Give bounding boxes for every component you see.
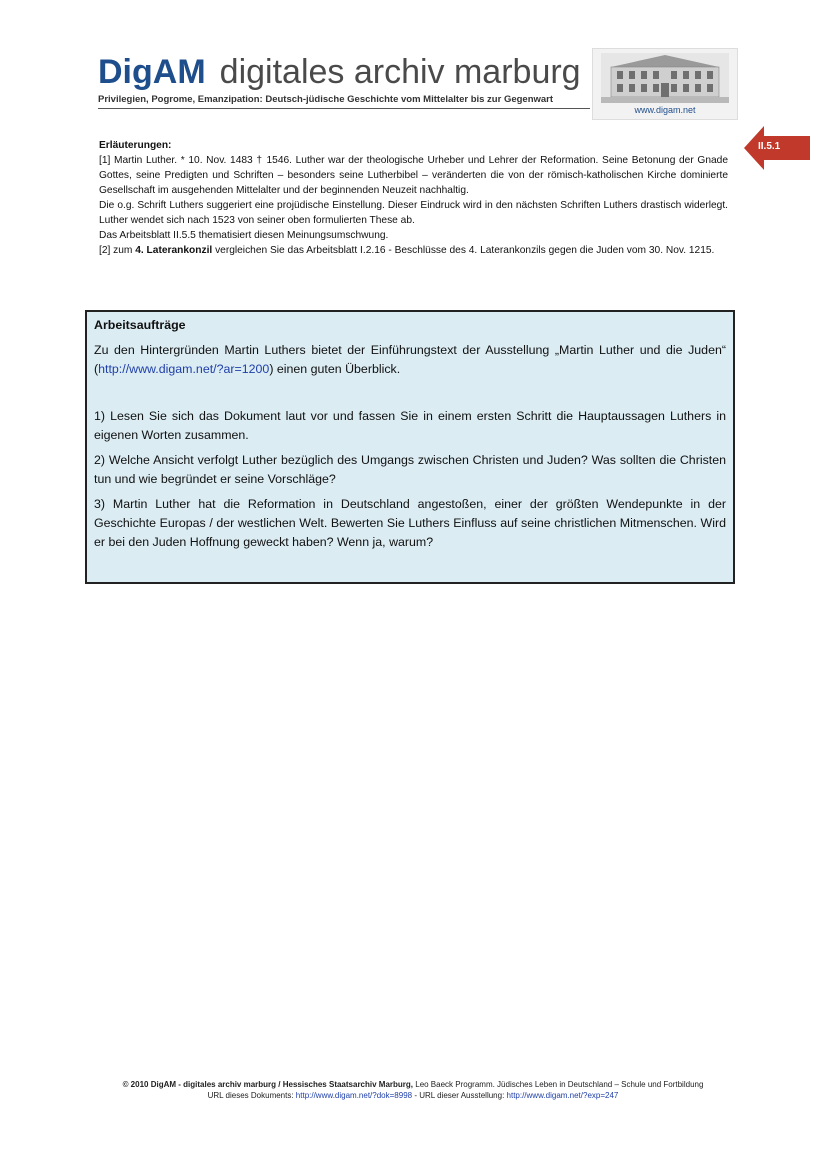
tasks-title: Arbeitsaufträge: [94, 318, 186, 332]
building-icon: [601, 53, 729, 103]
brand-long: digitales archiv marburg: [219, 53, 581, 91]
explanation-4-prefix: [2] zum: [99, 245, 136, 256]
explanation-4: [99, 243, 728, 258]
archive-building-logo[interactable]: [592, 48, 738, 120]
worksheet-tag-label: II.5.1: [758, 141, 781, 152]
exhibition-link[interactable]: http://www.digam.net/?ar=1200: [98, 362, 270, 376]
worksheet-tag: [744, 126, 810, 170]
footer-copyright-plain: Leo Baeck Programm. Jüdisches Leben in Deutschland – Schule und Fortbildung: [413, 1080, 704, 1089]
logo-url[interactable]: www.digam.net: [634, 105, 696, 115]
brand-short: DigAM: [98, 53, 206, 91]
exp-url-label: - URL dieser Ausstellung:: [412, 1091, 507, 1100]
tasks-intro-before: Zu den Hintergründen Martin Luthers bietet der Einführungstext der Ausstellung „Martin Luther und die Juden“ (: [94, 343, 726, 376]
footer: [0, 1079, 826, 1101]
task-2: 2) Welche Ansicht verfolgt Luther bezüglich des Umgangs zwischen Christen und Juden? Was sollten die Christen tun und wie begründet er seine Vorschläge?: [94, 453, 726, 486]
footer-urls: [0, 1090, 826, 1101]
tasks-intro-after: ) einen guten Überblick.: [269, 362, 401, 376]
footer-copyright: [0, 1079, 826, 1090]
document-url-link[interactable]: http://www.digam.net/?dok=8998: [295, 1091, 413, 1100]
footer-copyright-bold: © 2010 DigAM - digitales archiv marburg / Hessisches Staatsarchiv Marburg,: [122, 1080, 414, 1089]
explanation-3: Das Arbeitsblatt II.5.5 thematisiert diesen Meinungsumschwung.: [99, 230, 389, 241]
header-subtitle: Privilegien, Pogrome, Emanzipation: Deutsch-jüdische Geschichte vom Mittelalter bis zur Gegenwart: [98, 94, 554, 105]
tasks-intro: [94, 341, 726, 379]
explanation-2: Die o.g. Schrift Luthers suggeriert eine projüdische Einstellung. Dieser Eindruck wird in den nächsten Schriften Luthers drastisch widerlegt. Luther wendet sich nach 1523 von seiner oben formulierten These ab.: [99, 200, 728, 226]
tasks-box: [85, 310, 735, 584]
task-3: 3) Martin Luther hat die Reformation in Deutschland angestoßen, einer der größten Wendepunkte in der Geschichte Europas / der westlichen Welt. Bewerten Sie Luthers Einfluss auf seine christlichen Mitmenschen. Wird er bei den Juden Hoffnung geweckt haben? Wenn ja, warum?: [94, 497, 726, 549]
spacer: [94, 385, 726, 407]
doc-url-label: URL dieses Dokuments:: [207, 1091, 296, 1100]
explanations-section: [99, 138, 728, 258]
exhibition-url-link[interactable]: http://www.digam.net/?exp=247: [506, 1091, 619, 1100]
explanations-heading: Erläuterungen:: [99, 140, 172, 151]
header-divider: [98, 108, 590, 109]
task-1: 1) Lesen Sie sich das Dokument laut vor und fassen Sie in einem ersten Schritt die Hauptaussagen Luthers in eigenen Worten zusammen.: [94, 409, 726, 442]
explanation-1: [1] Martin Luther. * 10. Nov. 1483 † 1546. Luther war der theologische Urheber und Lehrer der Reformation. Seine Betonung der Gnade Gottes, seine Predigten und Schriften – besonders seine Lutherbibel – veränderten die von der römisch-katholischen Kirche dominierte Gesellschaft im ausgehenden Mittelalter und der beginnenden Neuzeit nachhaltig.: [99, 155, 728, 196]
explanation-4-rest: vergleichen Sie das Arbeitsblatt I.2.16 - Beschlüsse des 4. Laterankonzils gegen die Juden vom 30. Nov. 1215.: [212, 245, 715, 256]
explanation-4-bold: 4. Laterankonzil: [135, 245, 213, 256]
